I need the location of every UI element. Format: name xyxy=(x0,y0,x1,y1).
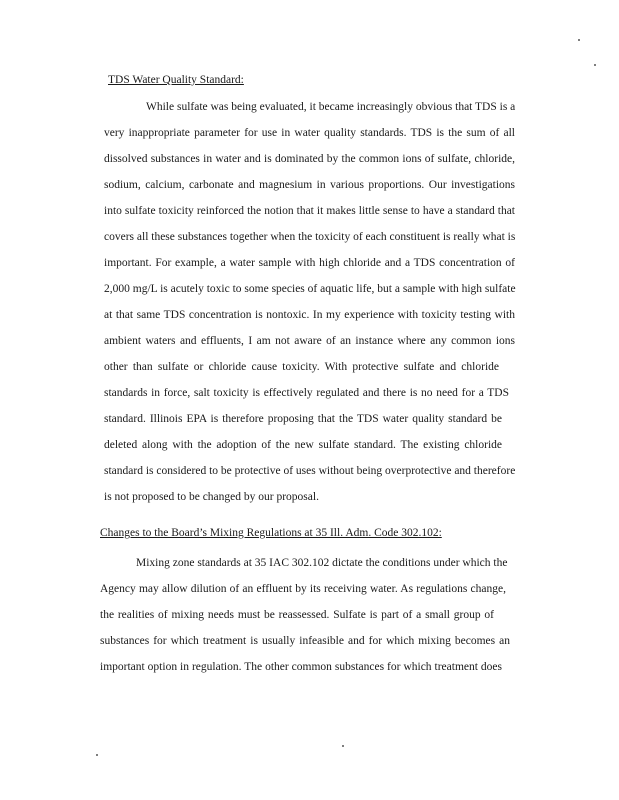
paragraph-line: into sulfate toxicity reinforced the notion that it makes little sense to have a standard that xyxy=(104,205,515,217)
section-heading-mixing: Changes to the Board’s Mixing Regulations at 35 Ill. Adm. Code 302.102: xyxy=(100,527,442,539)
section-heading-tds: TDS Water Quality Standard: xyxy=(108,74,244,86)
paragraph-line: important. For example, a water sample with high chloride and a TDS concentration of xyxy=(104,257,515,269)
scan-speck xyxy=(594,64,596,66)
paragraph-line: substances for which treatment is usually infeasible and for which mixing becomes an xyxy=(100,635,510,647)
paragraph-line: Mixing zone standards at 35 IAC 302.102 dictate the conditions under which the xyxy=(136,557,508,569)
paragraph-line: at that same TDS concentration is nontoxic. In my experience with toxicity testing with xyxy=(104,309,515,321)
paragraph-line: 2,000 mg/L is acutely toxic to some species of aquatic life, but a sample with high sulfate xyxy=(104,283,516,295)
paragraph-line: very inappropriate parameter for use in water quality standards. TDS is the sum of all xyxy=(104,127,515,139)
scan-speck xyxy=(578,39,580,41)
paragraph-line: While sulfate was being evaluated, it became increasingly obvious that TDS is a xyxy=(146,101,516,113)
paragraph-line: covers all these substances together when the toxicity of each constituent is really what is xyxy=(104,231,516,243)
paragraph-line: is not proposed to be changed by our proposal. xyxy=(104,491,319,503)
paragraph-line: dissolved substances in water and is dominated by the common ions of sulfate, chloride, xyxy=(104,153,515,165)
paragraph-line: the realities of mixing needs must be reassessed. Sulfate is part of a small group of xyxy=(100,609,494,621)
paragraph-line: standards in force, salt toxicity is effectively regulated and there is no need for a TDS xyxy=(104,387,509,399)
paragraph-line: deleted along with the adoption of the new sulfate standard. The existing chloride xyxy=(104,439,502,451)
paragraph-line: standard. Illinois EPA is therefore proposing that the TDS water quality standard be xyxy=(104,413,502,425)
paragraph-line: Agency may allow dilution of an effluent by its receiving water. As regulations change, xyxy=(100,583,506,595)
scan-speck xyxy=(342,745,344,747)
paragraph-line: standard is considered to be protective of uses without being overprotective and therefore xyxy=(104,465,516,477)
paragraph-line: ambient waters and effluents, I am not aware of an instance where any common ions xyxy=(104,335,515,347)
paragraph-line: sodium, calcium, carbonate and magnesium in various proportions. Our investigations xyxy=(104,179,515,191)
paragraph-line: important option in regulation. The other common substances for which treatment does xyxy=(100,661,502,673)
scan-speck xyxy=(96,754,98,756)
paragraph-line: other than sulfate or chloride cause toxicity. With protective sulfate and chloride xyxy=(104,361,499,373)
